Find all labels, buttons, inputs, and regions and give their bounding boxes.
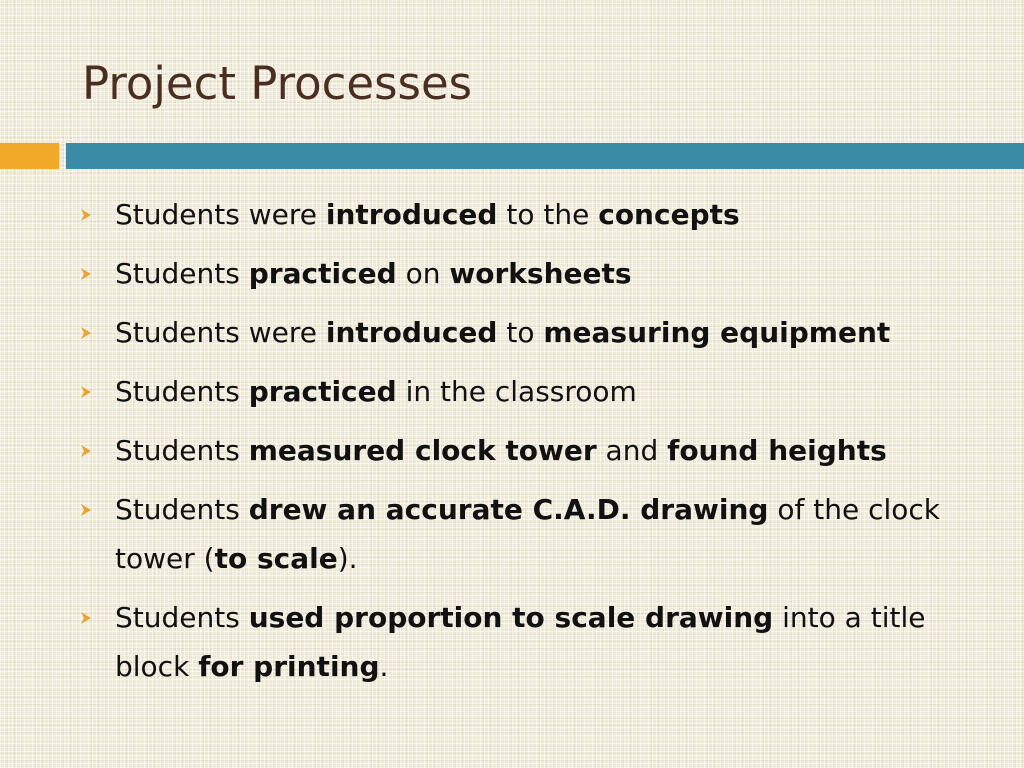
bullet-text-segment: Students were <box>115 316 326 349</box>
bullet-bold-segment: drew an accurate C.A.D. drawing <box>248 493 769 526</box>
bullet-text <box>115 601 925 683</box>
bullet-item <box>79 367 979 416</box>
arrowhead-bullet-icon <box>79 367 95 416</box>
bullet-text-segment: Students <box>115 257 249 290</box>
bullet-item <box>79 593 979 691</box>
bullet-text <box>115 375 637 408</box>
bullet-bold-segment: worksheets <box>449 257 632 290</box>
arrowhead-bullet-icon <box>79 426 95 475</box>
bullet-text-segment: Students <box>115 375 249 408</box>
bullet-item <box>79 308 979 357</box>
bullet-text <box>115 493 940 575</box>
bullet-text-segment: to the <box>497 198 599 231</box>
bullet-bold-segment: concepts <box>598 198 740 231</box>
bullet-text-segment: into a title block <box>115 601 926 683</box>
bullet-text <box>115 257 632 290</box>
arrowhead-bullet-icon <box>79 485 95 534</box>
bullet-bold-segment: practiced <box>248 375 397 408</box>
bullet-bold-segment: found heights <box>667 434 887 467</box>
title-accent-blue-bar <box>66 143 1024 169</box>
bullet-text-segment: . <box>379 650 389 683</box>
bullet-text-segment: of the clock tower ( <box>115 493 940 575</box>
bullet-text-segment: to <box>497 316 544 349</box>
bullet-text-segment: and <box>596 434 668 467</box>
bullet-bold-segment: introduced <box>325 316 498 349</box>
arrowhead-bullet-icon <box>79 593 95 642</box>
bullet-bold-segment: used proportion to scale drawing <box>248 601 774 634</box>
bullet-item <box>79 249 979 298</box>
bullet-bold-segment: to scale <box>214 542 338 575</box>
title-accent-orange-bar <box>0 143 59 169</box>
bullet-bold-segment: measured clock tower <box>248 434 597 467</box>
bullet-text <box>115 316 890 349</box>
bullet-text-segment: Students <box>115 601 249 634</box>
bullet-item <box>79 426 979 475</box>
slide-title: Project Processes <box>82 57 473 110</box>
bullet-text-segment: on <box>396 257 450 290</box>
bullet-text-segment: Students <box>115 434 249 467</box>
bullet-text <box>115 434 887 467</box>
bullet-bold-segment: for printing <box>198 650 380 683</box>
bullet-text <box>115 198 740 231</box>
bullet-text-segment: ). <box>337 542 358 575</box>
bullet-text-segment: in the classroom <box>396 375 637 408</box>
bullet-text-segment: Students <box>115 493 249 526</box>
bullet-text-segment: Students were <box>115 198 326 231</box>
bullet-bold-segment: practiced <box>248 257 397 290</box>
arrowhead-bullet-icon <box>79 190 95 239</box>
bullet-bold-segment: introduced <box>325 198 498 231</box>
arrowhead-bullet-icon <box>79 308 95 357</box>
arrowhead-bullet-icon <box>79 249 95 298</box>
bullet-bold-segment: measuring equipment <box>543 316 891 349</box>
bullet-item <box>79 485 979 583</box>
bullet-list <box>79 190 979 701</box>
bullet-item <box>79 190 979 239</box>
